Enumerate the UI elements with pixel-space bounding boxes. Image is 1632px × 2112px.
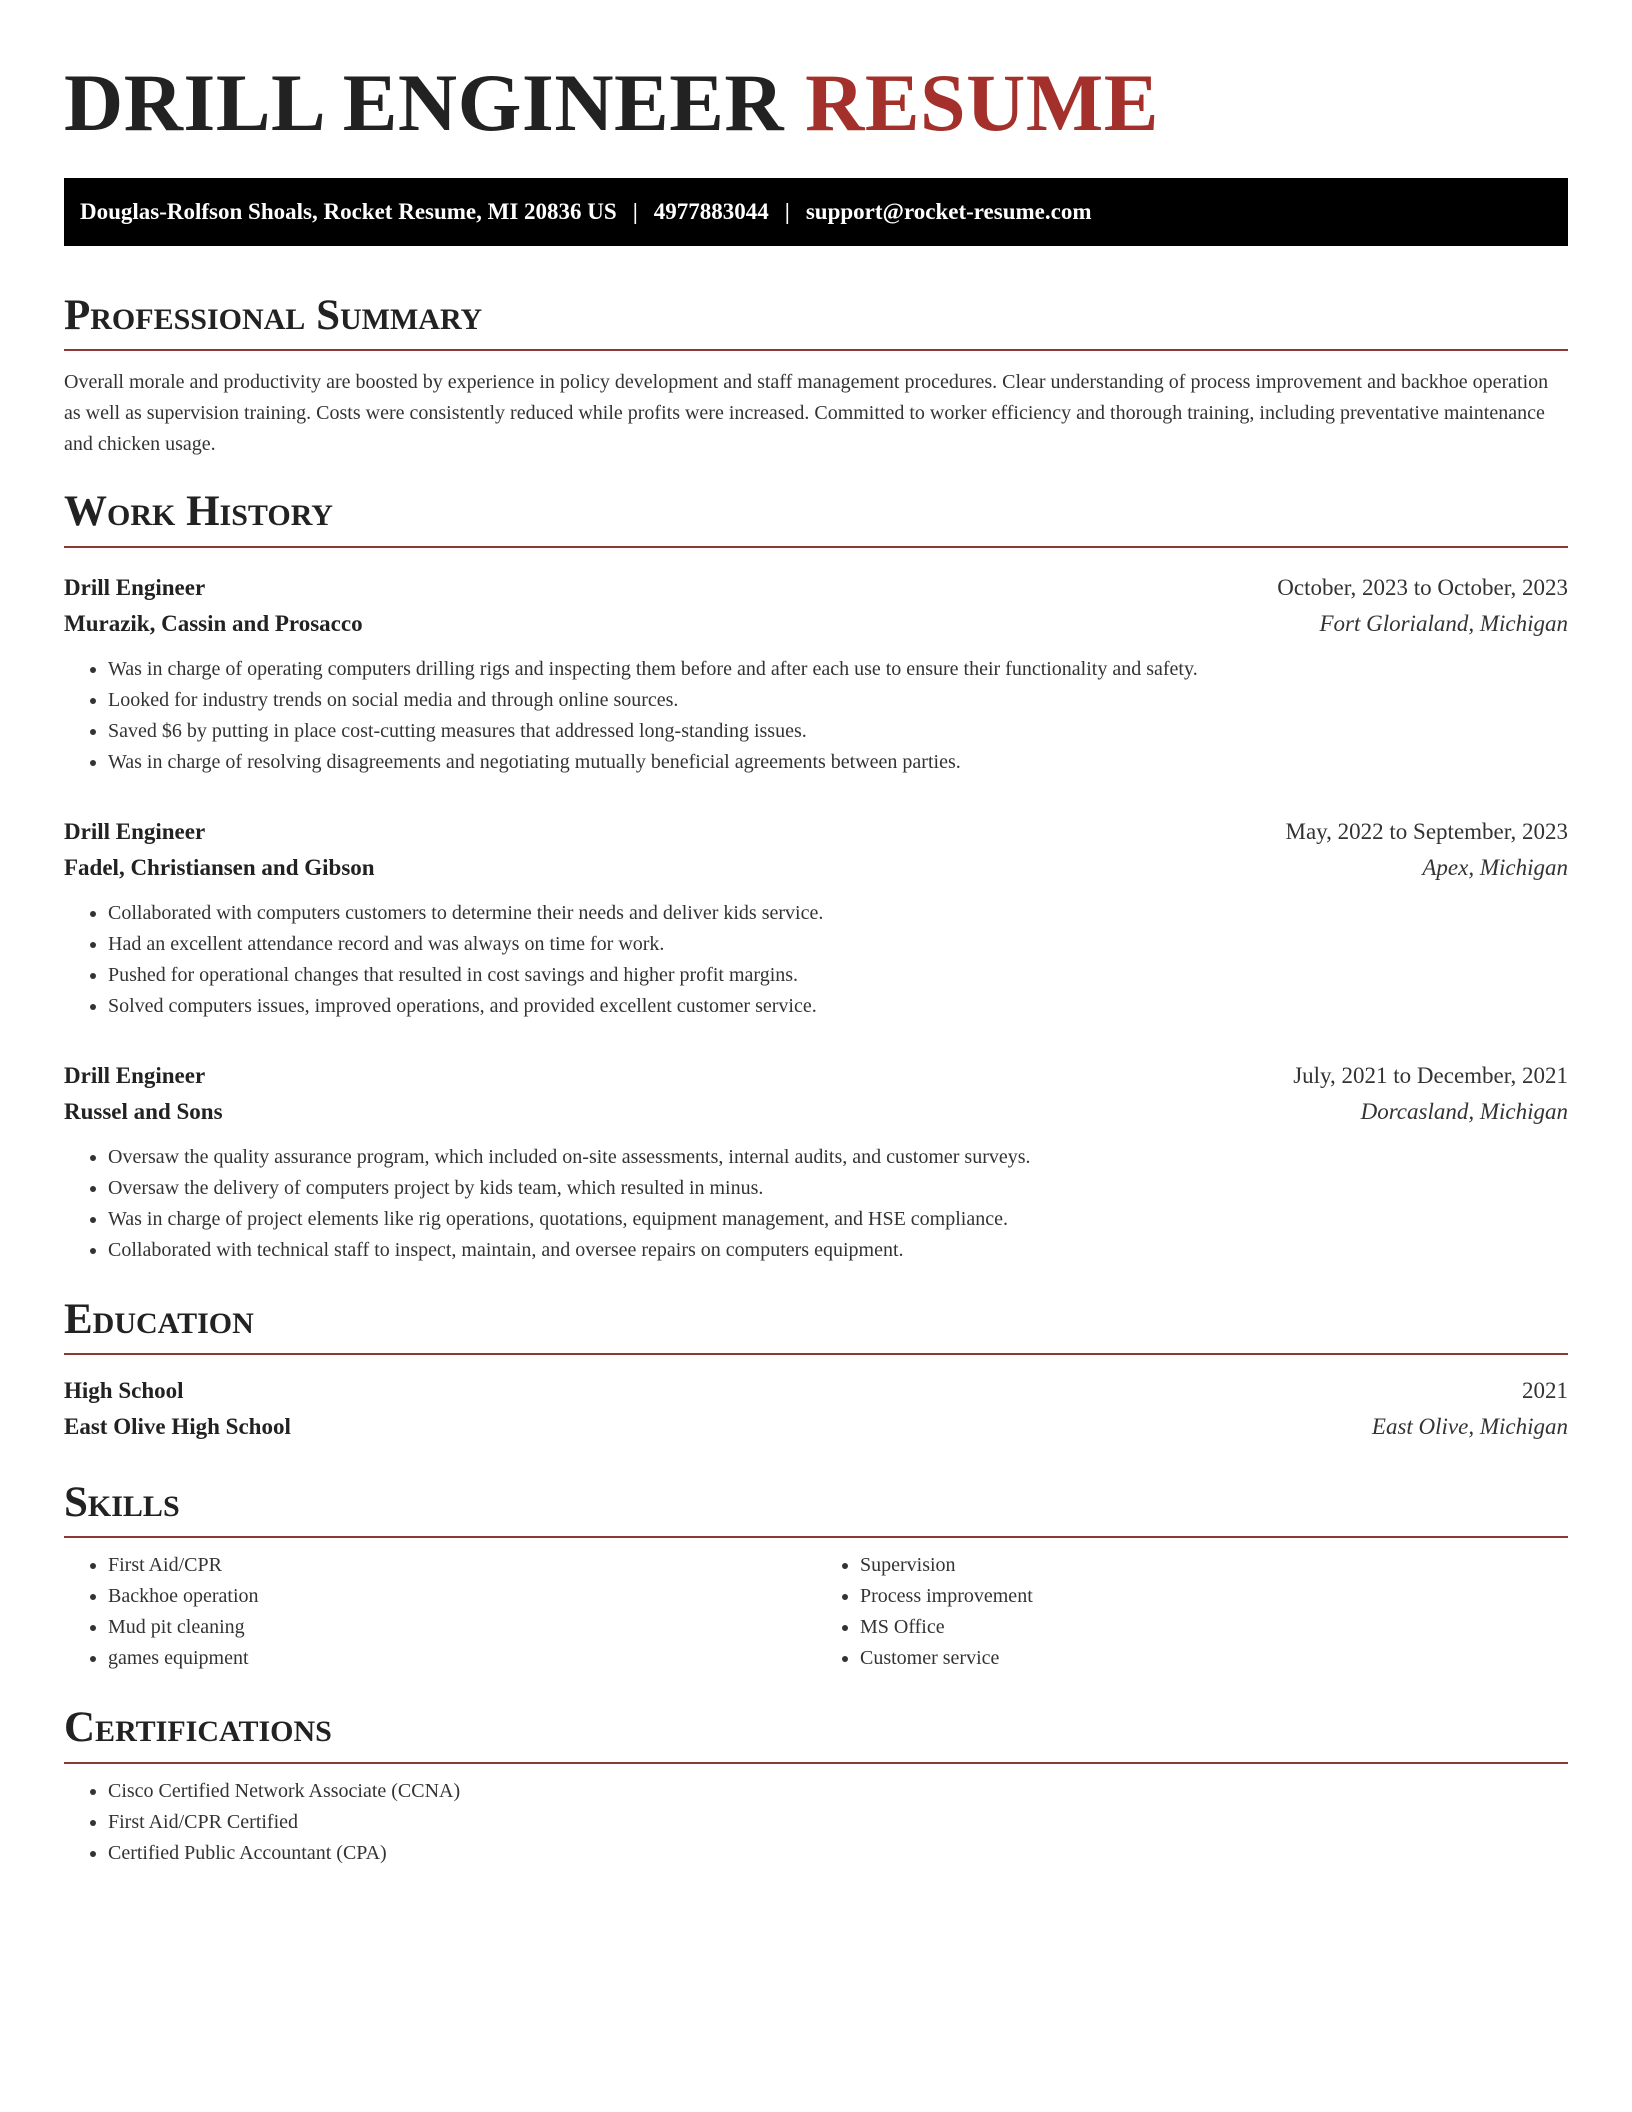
list-item: • Oversaw the delivery of computers project by kids team, which resulted in minus. bbox=[108, 1173, 1568, 1204]
education-section bbox=[64, 1296, 1568, 1445]
job-location: Dorcasland, Michigan bbox=[1360, 1098, 1568, 1124]
list-item: • Was in charge of resolving disagreements and negotiating mutually beneficial agreements between parties. bbox=[108, 747, 1568, 778]
list-item: • Supervision bbox=[860, 1550, 1568, 1581]
job-company: Russel and Sons bbox=[64, 1098, 223, 1124]
list-item: • Looked for industry trends on social media and through online sources. bbox=[108, 685, 1568, 716]
list-item: • Cisco Certified Network Associate (CCNA) bbox=[108, 1776, 1568, 1807]
education-year: 2021 bbox=[1522, 1378, 1568, 1404]
job-entry bbox=[64, 1058, 1568, 1266]
job-bullets bbox=[64, 654, 1568, 778]
job-title: Drill Engineer bbox=[64, 818, 206, 844]
job-bullets bbox=[64, 898, 1568, 1022]
job-company-row bbox=[64, 850, 1568, 886]
section-heading-education: Education bbox=[64, 1296, 1568, 1355]
title-accent: RESUME bbox=[805, 57, 1159, 148]
skills-grid bbox=[64, 1550, 1568, 1674]
job-company: Murazik, Cassin and Prosacco bbox=[64, 610, 363, 636]
skills-list-right bbox=[816, 1550, 1568, 1674]
contact-separator: | bbox=[632, 199, 638, 225]
education-entry bbox=[64, 1373, 1568, 1445]
section-heading-certifications: Certifications bbox=[64, 1704, 1568, 1763]
list-item: • Had an excellent attendance record and was always on time for work. bbox=[108, 929, 1568, 960]
job-location: Fort Glorialand, Michigan bbox=[1319, 610, 1568, 636]
job-dates: July, 2021 to December, 2021 bbox=[1293, 1062, 1568, 1088]
job-header-row bbox=[64, 1058, 1568, 1094]
education-school-row bbox=[64, 1409, 1568, 1445]
section-heading-skills: Skills bbox=[64, 1479, 1568, 1538]
section-heading-work: Work History bbox=[64, 488, 1568, 547]
list-item: • Saved $6 by putting in place cost-cutting measures that addressed long-standing issues. bbox=[108, 716, 1568, 747]
list-item: • First Aid/CPR bbox=[108, 1550, 816, 1581]
job-entry bbox=[64, 814, 1568, 1022]
list-item: • Backhoe operation bbox=[108, 1581, 816, 1612]
list-item: • Collaborated with computers customers to determine their needs and deliver kids service. bbox=[108, 898, 1568, 929]
education-school: East Olive High School bbox=[64, 1414, 291, 1440]
education-location: East Olive, Michigan bbox=[1371, 1414, 1568, 1440]
list-item: • Collaborated with technical staff to inspect, maintain, and oversee repairs on computers equipment. bbox=[108, 1235, 1568, 1266]
list-item: • Mud pit cleaning bbox=[108, 1612, 816, 1643]
job-company-row bbox=[64, 606, 1568, 642]
contact-email[interactable]: support@rocket-resume.com bbox=[805, 199, 1092, 225]
list-item: • Solved computers issues, improved operations, and provided excellent customer service. bbox=[108, 991, 1568, 1022]
contact-phone[interactable]: 4977883044 bbox=[653, 199, 769, 225]
certifications-section bbox=[64, 1704, 1568, 1868]
list-item: • games equipment bbox=[108, 1643, 816, 1674]
work-history-section bbox=[64, 488, 1568, 1265]
job-dates: May, 2022 to September, 2023 bbox=[1285, 818, 1568, 844]
list-item: • Customer service bbox=[860, 1643, 1568, 1674]
job-company: Fadel, Christiansen and Gibson bbox=[64, 854, 375, 880]
job-location: Apex, Michigan bbox=[1422, 854, 1568, 880]
list-item: • Pushed for operational changes that resulted in cost savings and higher profit margins. bbox=[108, 960, 1568, 991]
skills-section bbox=[64, 1479, 1568, 1674]
job-title: Drill Engineer bbox=[64, 1062, 206, 1088]
contact-separator: | bbox=[784, 199, 790, 225]
job-bullets bbox=[64, 1142, 1568, 1266]
job-title: Drill Engineer bbox=[64, 574, 206, 600]
professional-summary-section bbox=[64, 292, 1568, 460]
job-header-row bbox=[64, 814, 1568, 850]
list-item: • First Aid/CPR Certified bbox=[108, 1807, 1568, 1838]
title-main: DRILL ENGINEER bbox=[64, 57, 785, 148]
contact-bar bbox=[64, 178, 1568, 246]
list-item: • Certified Public Accountant (CPA) bbox=[108, 1838, 1568, 1869]
contact-address: Douglas-Rolfson Shoals, Rocket Resume, MI 20836 US bbox=[80, 199, 617, 225]
education-header-row bbox=[64, 1373, 1568, 1409]
list-item: • Process improvement bbox=[860, 1581, 1568, 1612]
skills-list-left bbox=[64, 1550, 816, 1674]
resume-title bbox=[64, 58, 1568, 148]
job-entry bbox=[64, 570, 1568, 778]
education-degree: High School bbox=[64, 1378, 184, 1404]
job-header-row bbox=[64, 570, 1568, 606]
job-company-row bbox=[64, 1094, 1568, 1130]
list-item: • Oversaw the quality assurance program, which included on-site assessments, internal audits, and customer surveys. bbox=[108, 1142, 1568, 1173]
section-heading-summary: Professional Summary bbox=[64, 292, 1568, 351]
list-item: • Was in charge of operating computers drilling rigs and inspecting them before and after each use to ensure their functionality and safety. bbox=[108, 654, 1568, 685]
list-item: • MS Office bbox=[860, 1612, 1568, 1643]
summary-text: Overall morale and productivity are boosted by experience in policy development and staff management procedures. Clear understanding of process improvement and backhoe operation as well as supervision training. Costs were consistently reduced while profits were increased. Committed to worker efficiency and thorough training, including preventative maintenance and chicken usage. bbox=[64, 371, 1549, 456]
list-item: • Was in charge of project elements like rig operations, quotations, equipment management, and HSE compliance. bbox=[108, 1204, 1568, 1235]
job-dates: October, 2023 to October, 2023 bbox=[1277, 574, 1568, 600]
certifications-list bbox=[64, 1776, 1568, 1869]
